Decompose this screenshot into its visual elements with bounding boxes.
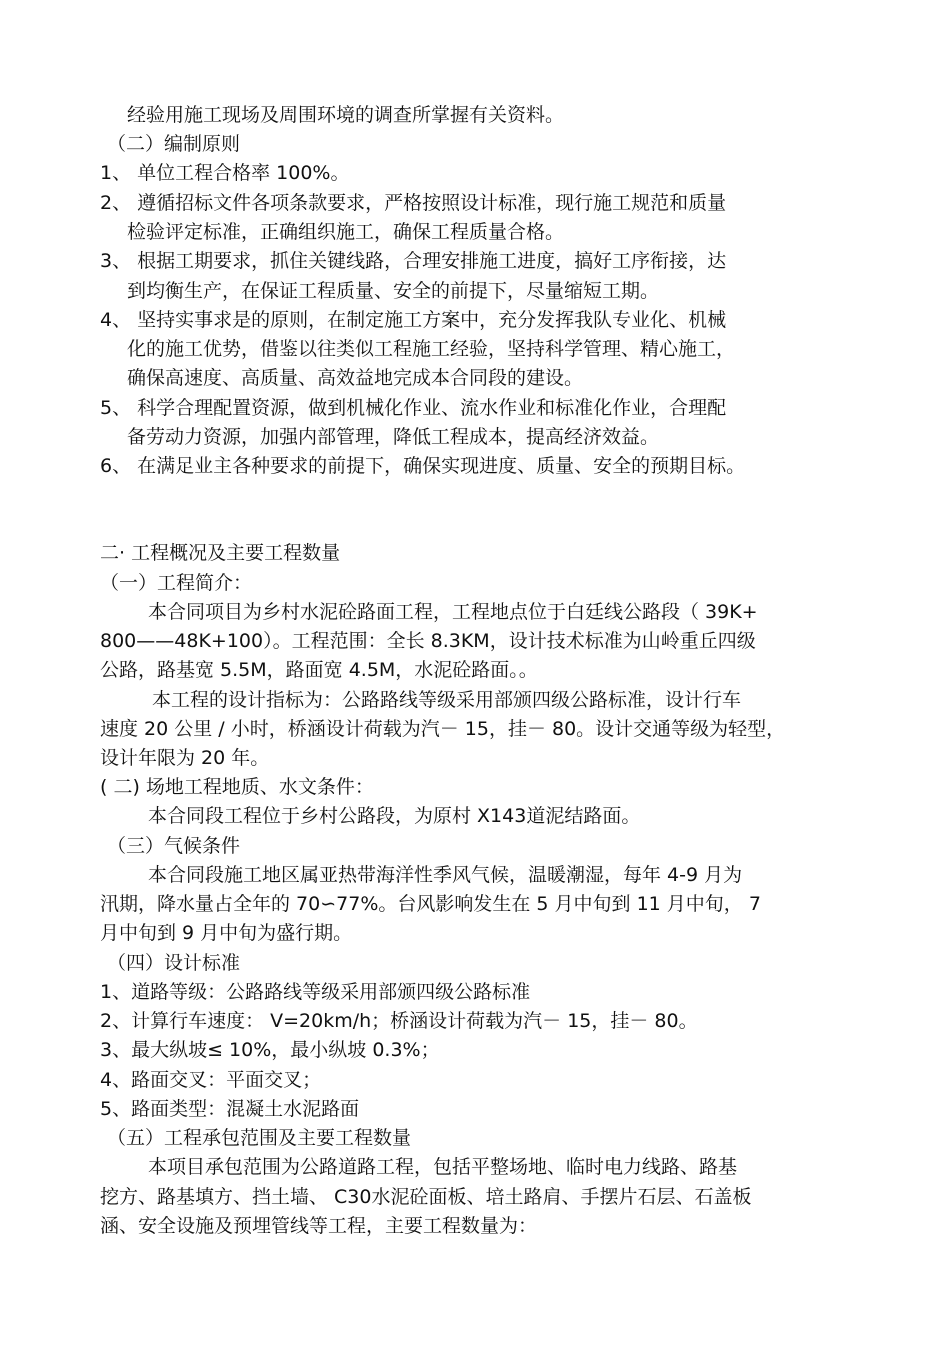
text-line: 公路，路基宽 5.5M，路面宽 4.5M，水泥砼路面。。 <box>100 659 538 681</box>
text-line: 到均衡生产，在保证工程质量、安全的前提下，尽量缩短工期。 <box>127 280 660 302</box>
text-line: 本合同段施工地区属亚热带海洋性季风气候，温暖潮湿，每年 4-9 月为 <box>148 864 743 886</box>
section-heading: （一）工程简介： <box>100 572 253 594</box>
text-line: 检验评定标准，正确组织施工，确保工程质量合格。 <box>127 221 565 243</box>
chapter-heading: 二· 工程概况及主要工程数量 <box>100 542 341 564</box>
section-heading: （五）工程承包范围及主要工程数量 <box>107 1127 412 1149</box>
list-item: 3、 根据工期要求，抓住关键线路，合理安排施工进度，搞好工序衔接，达 <box>100 250 727 272</box>
text-line: 本项目承包范围为公路道路工程，包括平整场地、临时电力线路、路基 <box>148 1156 738 1178</box>
section-heading: （二）编制原则 <box>107 133 241 155</box>
text-line: 速度 20 公里 / 小时，桥涵设计荷载为汽－ 15，挂－ 80。设计交通等级为轻型， <box>100 718 786 740</box>
text-line: 化的施工优势，借鉴以往类似工程施工经验，坚持科学管理、精心施工， <box>127 338 736 360</box>
text-line: 本工程的设计指标为：公路路线等级采用部颁四级公路标准，设计行车 <box>152 689 742 711</box>
text-line: 确保高速度、高质量、高效益地完成本合同段的建设。 <box>127 367 584 389</box>
section-heading: ( 二) 场地工程地质、水文条件： <box>100 776 374 798</box>
list-item: 3、最大纵坡≤ 10%，最小纵坡 0.3%； <box>100 1039 440 1061</box>
text-line: 月中旬到 9 月中旬为盛行期。 <box>100 922 353 944</box>
text-line: 汛期，降水量占全年的 70∽77%。台风影响发生在 5 月中旬到 11 月中旬， 7 <box>100 893 761 915</box>
list-item: 4、路面交叉：平面交叉； <box>100 1069 322 1091</box>
list-item: 1、 单位工程合格率 100%。 <box>100 162 350 184</box>
text-line: 本合同段工程位于乡村公路段，为原村 X143道泥结路面。 <box>148 805 641 827</box>
text-line: 本合同项目为乡村水泥砼路面工程，工程地点位于白廷线公路段（ 39K+ <box>148 601 758 623</box>
text-line: 备劳动力资源，加强内部管理，降低工程成本，提高经济效益。 <box>127 426 660 448</box>
list-item: 4、 坚持实事求是的原则，在制定施工方案中，充分发挥我队专业化、机械 <box>100 309 727 331</box>
list-item: 5、路面类型：混凝土水泥路面 <box>100 1098 360 1120</box>
text-line: 涵、安全设施及预埋管线等工程，主要工程数量为： <box>100 1215 538 1237</box>
text-line: 设计年限为 20 年。 <box>100 747 270 769</box>
list-item: 1、道路等级：公路路线等级采用部颁四级公路标准 <box>100 981 531 1003</box>
list-item: 2、 遵循招标文件各项条款要求，严格按照设计标准，现行施工规范和质量 <box>100 192 727 214</box>
section-heading: （四）设计标准 <box>107 952 241 974</box>
text-line: 挖方、路基填方、挡土墙、 C30水泥砼面板、培土路肩、手摆片石层、石盖板 <box>100 1186 752 1208</box>
list-item: 2、计算行车速度： V=20km/h；桥涵设计荷载为汽－ 15，挂－ 80。 <box>100 1010 698 1032</box>
list-item: 6、 在满足业主各种要求的前提下，确保实现进度、质量、安全的预期目标。 <box>100 455 746 477</box>
section-heading: （三）气候条件 <box>107 835 241 857</box>
list-item: 5、 科学合理配置资源，做到机械化作业、流水作业和标准化作业，合理配 <box>100 397 727 419</box>
text-line: 800——48K+100）。工程范围：全长 8.3KM，设计技术标准为山岭重丘四级 <box>100 630 756 652</box>
text-line: 经验用施工现场及周围环境的调查所掌握有关资料。 <box>127 104 565 126</box>
